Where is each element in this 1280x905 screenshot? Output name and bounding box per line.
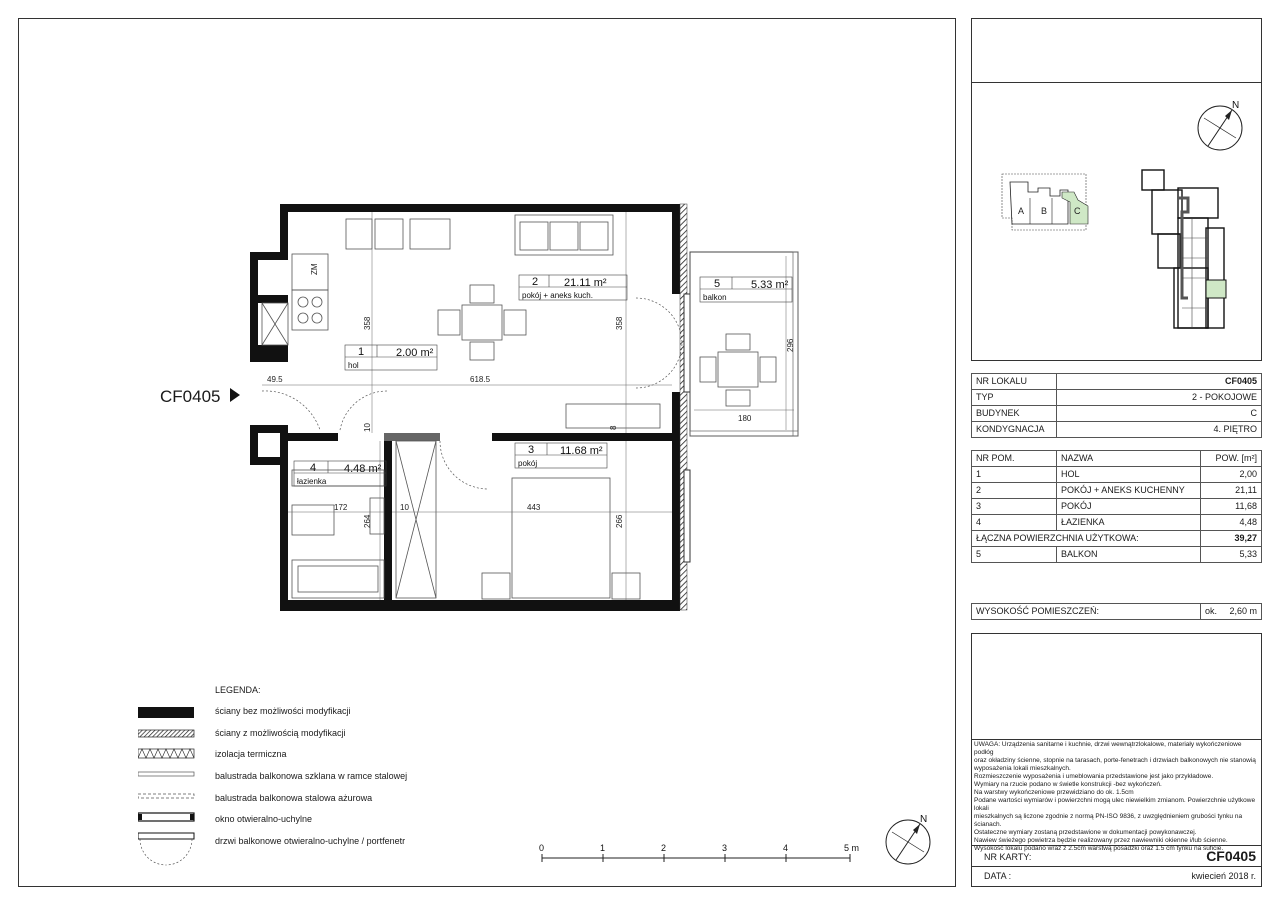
- cell: BALKON: [1057, 547, 1201, 563]
- dim-180: 180: [738, 414, 752, 423]
- table-row: [972, 374, 1262, 390]
- room-3-name: pokój: [518, 459, 538, 468]
- height-label: WYSOKOŚĆ POMIESZCZEŃ:: [972, 604, 1201, 620]
- note-line: UWAGA: Urządzenia sanitarne i kuchnie, drzwi wewnątrzlokalowe, materiały wykończeniowe podłóg: [974, 741, 1242, 756]
- note-line: Podane wartości wymiarów i powierzchni mogą ulec niewielkim zmianom. Powierzchnie użytkowe lokali: [974, 797, 1256, 812]
- site-building-a: A: [1018, 206, 1025, 216]
- dim-358-b: 358: [615, 316, 624, 330]
- note-line: Wysokość lokalu podano wraz z 2.5cm warstwą posadzki oraz 1.5 cm tynku na suficie.: [974, 845, 1224, 852]
- room-3-area: 11.68 m²: [560, 445, 603, 457]
- room-5-name: balkon: [703, 293, 727, 302]
- scale-tick-1: 1: [600, 843, 606, 853]
- legend-title: LEGENDA:: [215, 685, 261, 695]
- note-line: Nawiew świeżego powietrza będzie realizowany przez nawiewniki okienne i/lub ścienne.: [974, 837, 1228, 844]
- col-header: NAZWA: [1057, 451, 1201, 467]
- card-value: CF0405: [1206, 848, 1256, 864]
- card-label: NR KARTY:: [984, 852, 1032, 862]
- room-2-area: 21.11 m²: [564, 277, 607, 289]
- total-row: [972, 531, 1262, 547]
- north-label-top: N: [1232, 100, 1240, 111]
- info-value: 4. PIĘTRO: [1057, 422, 1262, 438]
- note-line: Wymiary na rzucie podano w świetle konstrukcji -bez wykończeń.: [974, 781, 1162, 788]
- cell: 5: [972, 547, 1057, 563]
- cell: 11,68: [1201, 499, 1262, 515]
- cell: ŁAZIENKA: [1057, 515, 1201, 531]
- floor-key-plan: [1138, 168, 1230, 334]
- room-4-name: łazienka: [297, 477, 327, 486]
- notes-text: [974, 741, 1260, 853]
- dim-358-a: 358: [363, 316, 372, 330]
- dim-443: 443: [527, 503, 541, 512]
- room-1-no: 1: [358, 346, 365, 358]
- cell: 2,00: [1201, 467, 1262, 483]
- note-line: Ostateczne wymiary zostaną przedstawione w dokumentacji powykonawczej.: [974, 829, 1197, 836]
- table-row: [972, 547, 1262, 563]
- room-5-area: 5.33 m²: [751, 279, 789, 291]
- legend-item-5: balustrada balkonowa stalowa ażurowa: [215, 793, 373, 803]
- dim-172: 172: [334, 503, 348, 512]
- dim-10-b: 10: [363, 423, 372, 432]
- cell: 4: [972, 515, 1057, 531]
- table-row: [972, 390, 1262, 406]
- info-value: C: [1057, 406, 1262, 422]
- dim-8: 8: [609, 425, 618, 430]
- scale-tick-0: 0: [539, 843, 545, 853]
- info-label: NR LOKALU: [972, 374, 1057, 390]
- room-3-no: 3: [528, 444, 535, 456]
- info-label: BUDYNEK: [972, 406, 1057, 422]
- table-row: [972, 499, 1262, 515]
- unit-label: CF0405: [160, 387, 221, 406]
- room-5-no: 5: [714, 278, 721, 290]
- north-arrow-top-icon: [1192, 96, 1252, 156]
- legend-item-1: ściany bez możliwości modyfikacji: [215, 706, 351, 716]
- cell: 5,33: [1201, 547, 1262, 563]
- table-row: [972, 515, 1262, 531]
- info-value: CF0405: [1057, 374, 1262, 390]
- title-block-divider: [971, 82, 1262, 83]
- legend-item-6: okno otwieralno-uchylne: [215, 814, 313, 824]
- table-row: [972, 467, 1262, 483]
- scale-tick-5: 5 m: [844, 843, 860, 853]
- table-row: [972, 422, 1262, 438]
- site-building-b: B: [1041, 206, 1048, 216]
- cell: POKÓJ + ANEKS KUCHENNY: [1057, 483, 1201, 499]
- room-4-no: 4: [310, 462, 317, 474]
- info-label: TYP: [972, 390, 1057, 406]
- cell: 2: [972, 483, 1057, 499]
- legend-symbols: [138, 700, 198, 870]
- info-value: 2 - POKOJOWE: [1057, 390, 1262, 406]
- dim-296: 296: [786, 338, 795, 352]
- date-label: DATA :: [984, 871, 1012, 881]
- room-height-table: [971, 603, 1262, 620]
- site-building-c: C: [1074, 206, 1081, 216]
- scale-bar: [536, 840, 866, 870]
- dim-49-5: 49.5: [267, 375, 283, 384]
- scale-tick-4: 4: [783, 843, 789, 853]
- info-label: KONDYGNACJA: [972, 422, 1057, 438]
- note-line: Rozmieszczenie wyposażenia i umeblowania przedstawione jest jako przykładowe.: [974, 773, 1214, 780]
- legend-item-2: ściany z możliwością modyfikacji: [215, 728, 346, 738]
- note-line: wyposażenia lokali mieszkalnych.: [974, 765, 1071, 772]
- north-label-bottom: N: [920, 814, 928, 825]
- room-1-name: hol: [348, 361, 359, 370]
- dim-264: 264: [363, 514, 372, 528]
- table-row: [972, 604, 1262, 620]
- cell: 1: [972, 467, 1057, 483]
- total-label: ŁĄCZNA POWIERZCHNIA UŻYTKOWA:: [972, 531, 1201, 547]
- note-line: mieszkalnych są liczone zgodnie z normą PN-ISO 9836, z uwzględnieniem grubości tynku na ścianach.: [974, 813, 1243, 828]
- total-value: 39,27: [1201, 531, 1262, 547]
- table-row: [972, 483, 1262, 499]
- cell: 21,11: [1201, 483, 1262, 499]
- col-header: POW. [m²]: [1201, 451, 1262, 467]
- dim-266: 266: [615, 514, 624, 528]
- legend-item-4: balustrada balkonowa szklana w ramce stalowej: [215, 771, 408, 781]
- room-2-no: 2: [532, 276, 539, 288]
- entrance-arrow-icon: [230, 388, 240, 402]
- cell: 3: [972, 499, 1057, 515]
- rooms-table: [971, 450, 1262, 563]
- table-row: [972, 406, 1262, 422]
- site-plan: [998, 170, 1093, 235]
- floor-plan: [140, 195, 820, 625]
- card-divider: [971, 845, 1262, 846]
- date-divider: [971, 866, 1262, 867]
- height-value: 2,60 m: [1223, 604, 1262, 620]
- cell: POKÓJ: [1057, 499, 1201, 515]
- north-arrow-icon: [880, 810, 940, 870]
- scale-tick-2: 2: [661, 843, 667, 853]
- note-line: oraz okładziny ścienne, stopnie na tarasach, porte-fenetrach i drzwiach balkonowych nie stanowią: [974, 757, 1256, 764]
- dim-10-a: 10: [400, 503, 409, 512]
- cell: 4,48: [1201, 515, 1262, 531]
- table-header-row: [972, 451, 1262, 467]
- cell: HOL: [1057, 467, 1201, 483]
- legend-item-7: drzwi balkonowe otwieralno-uchylne / portfenetr: [215, 836, 406, 846]
- legend-item-3: izolacja termiczna: [215, 749, 287, 759]
- date-value: kwiecień 2018 r.: [1191, 871, 1256, 881]
- scale-tick-3: 3: [722, 843, 728, 853]
- height-prefix: ok.: [1201, 604, 1224, 620]
- unit-info-table: [971, 373, 1262, 438]
- room-4-area: 4.48 m²: [344, 463, 382, 475]
- notes-divider-top: [971, 739, 1262, 740]
- note-line: Na warstwy wykończeniowe przewidziano do ok. 1.5cm: [974, 789, 1134, 796]
- dim-618-5: 618.5: [470, 375, 491, 384]
- col-header: NR POM.: [972, 451, 1057, 467]
- room-1-area: 2.00 m²: [396, 347, 434, 359]
- fridge-label: ZM: [310, 263, 319, 275]
- room-2-name: pokój + aneks kuch.: [522, 291, 593, 300]
